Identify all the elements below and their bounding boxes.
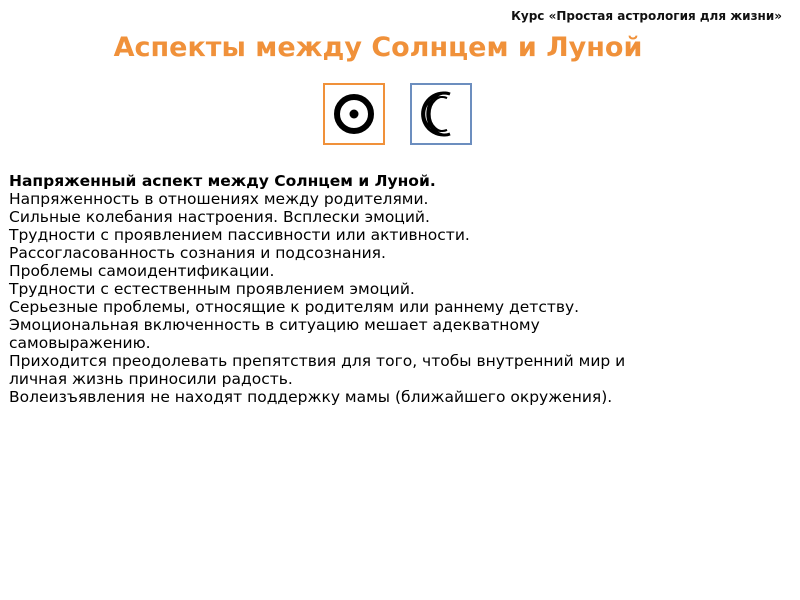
aspect-description xyxy=(9,172,769,406)
moon-symbol-box xyxy=(410,83,472,145)
text-line: Сильные колебания настроения. Всплески эмоций. xyxy=(9,208,430,226)
page-title: Аспекты между Солнцем и Луной xyxy=(113,32,643,63)
text-line: личная жизнь приносили радость. xyxy=(9,370,293,388)
text-line: Напряженность в отношениях между родителями. xyxy=(9,190,429,208)
text-line: Эмоциональная включенность в ситуацию мешает адекватному xyxy=(9,316,540,334)
sun-symbol-box xyxy=(323,83,385,145)
text-line: Трудности с проявлением пассивности или активности. xyxy=(9,226,470,244)
text-line: Волеизъявления не находят поддержку мамы (ближайшего окружения). xyxy=(9,388,613,406)
text-line: самовыражению. xyxy=(9,334,151,352)
text-line: Проблемы самоидентификации. xyxy=(9,262,275,280)
text-line: Трудности с естественным проявлением эмоций. xyxy=(9,280,415,298)
course-label: Курс «Простая астрология для жизни» xyxy=(511,9,782,23)
text-line: Рассогласованность сознания и подсознания. xyxy=(9,244,386,262)
text-line: Серьезные проблемы, относящие к родителям или раннему детству. xyxy=(9,298,580,316)
aspect-heading: Напряженный аспект между Солнцем и Луной. xyxy=(9,172,436,190)
text-line: Приходится преодолевать препятствия для того, чтобы внутренний мир и xyxy=(9,352,626,370)
moon-icon xyxy=(412,85,470,143)
sun-icon xyxy=(325,85,383,143)
